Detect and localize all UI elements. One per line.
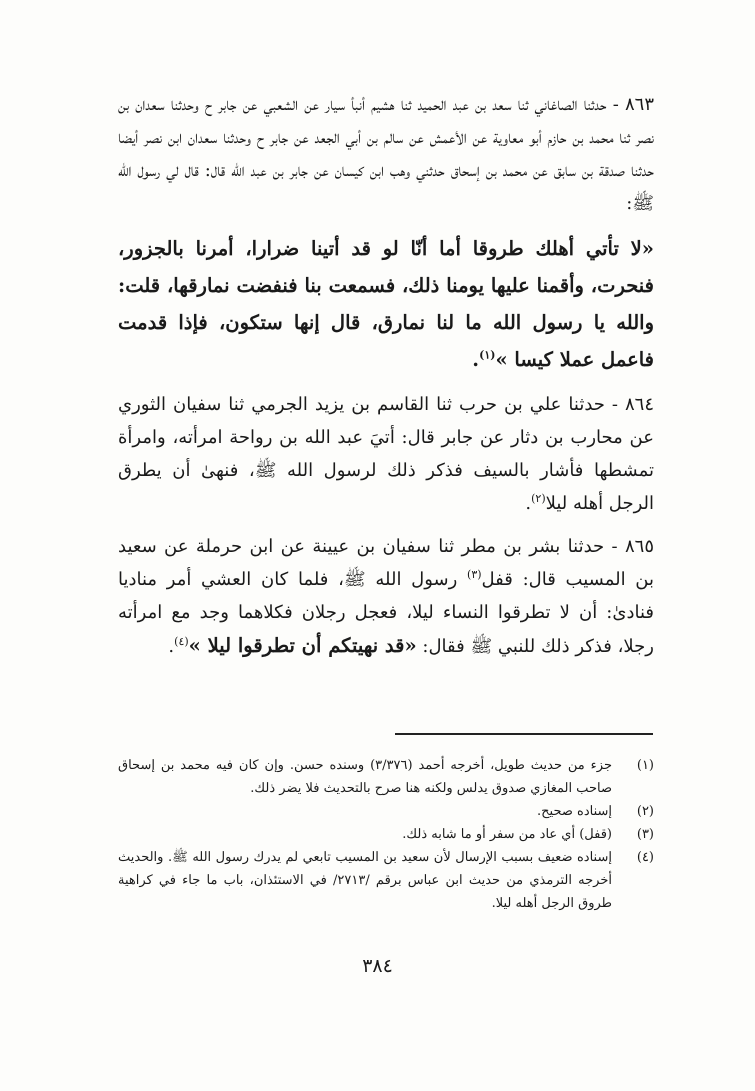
footnote-ref[interactable]: (١) [479,348,496,362]
paragraph-text-continued: رسول الله ﷺ، فلما كان العشي أمر مناديا فنادىٰ: أن لا تطرقوا النساء ليلا، فعجل رجلان فكلاهما وجد مع امرأته رجلا، فذكر ذلك للنبي ﷺ فقال: [118,569,654,657]
footnote-ref[interactable]: (٣) [467,568,482,581]
sentence-end: . [168,636,175,657]
footnote-text: جزء من حديث طويل، أخرجه أحمد (٣/٣٧٦) وسنده حسن. وإن كان فيه محمد بن إسحاق صاحب المغازي صدوق يدلس ولكنه هنا صرح بالتحديث فلا يضر ذلك. [118,758,612,796]
main-text [118,88,654,673]
footnote-item [118,800,654,823]
footnote-text: (قفل) أي عاد من سفر أو ما شابه ذلك. [402,827,612,842]
footnote-ref[interactable]: (٤) [174,635,189,648]
footnote-ref[interactable]: (٢) [531,492,546,505]
paragraph-text: ٨٦٣ - حدثنا الصاغاني ثنا سعد بن عبد الحميد ثنا هشيم أنبأ سيار عن الشعبي عن جابر ح وحدثنا سعدان بن نصر ثنا محمد بن حازم أبو معاوية عن الأعمش عن سالم بن أبي الجعد عن جابر ح وحدثنا سعدان ابن نصر أيضا حدثنا صدقة بن سابق عن محمد بن إسحاق حدثني وهب ابن كيسان عن جابر بن عبد الله قال: قال لي رسول الله ﷺ: [118,94,654,214]
page-number: ٣٨٤ [362,955,393,977]
footnote-text: إسناده صحيح. [537,804,612,819]
paragraph-text: ٨٦٥ - حدثنا بشر بن مطر ثنا سفيان بن عيينة عن ابن حرملة عن سعيد بن المسيب قال: قفل [118,536,654,590]
paragraph-text: ٨٦٤ - حدثنا علي بن حرب ثنا القاسم بن يزيد الجرمي ثنا سفيان الثوري عن محارب بن دثار عن جابر قال: أتيَ عبد الله بن رواحة امرأته، وامرأة تمشطها فأشار بالسيف فذكر ذلك لرسول الله ﷺ، فنهىٰ أن يطرق الرجل أهله ليلا [118,394,654,514]
footnote-divider [395,733,653,735]
hadith-865 [118,530,654,663]
sentence-end: . [472,348,480,371]
footnotes [118,754,654,915]
footnote-number: (٢) [636,804,654,819]
footnote-item [118,846,654,915]
footnote-number: (٤) [636,850,654,865]
sentence-end: . [525,493,532,514]
footnote-item [118,823,654,846]
hadith-863-isnad [118,88,654,220]
footnote-number: (٣) [636,827,654,842]
hadith-quote: «قد نهيتكم أن تطرقوا ليلا » [188,634,417,657]
hadith-863-matn [118,230,654,378]
hadith-quote: «لا تأتي أهلك طروقا أما أنّا لو قد أتينا ضرارا، أمرنا بالجزور، فنحرت، وأقمنا عليها يومنا ذلك، فسمعت بنا فنفضت نمارقها، قلت: والله يا رسول الله ما لنا نمارق، قال إنها ستكون، فإذا قدمت فاعمل عملا كيسا » [118,237,654,371]
hadith-864 [118,388,654,520]
footnote-number: (١) [636,758,654,773]
footnote-text: إسناده ضعيف بسبب الإرسال لأن سعيد بن المسيب تابعي لم يدرك رسول الله ﷺ. والحديث أخرجه الترمذي من حديث ابن عباس برقم /٢٧١٣/ في الاستئذان، باب ما جاء في كراهية طروق الرجل أهله ليلا. [118,850,612,911]
footnote-item [118,754,654,800]
